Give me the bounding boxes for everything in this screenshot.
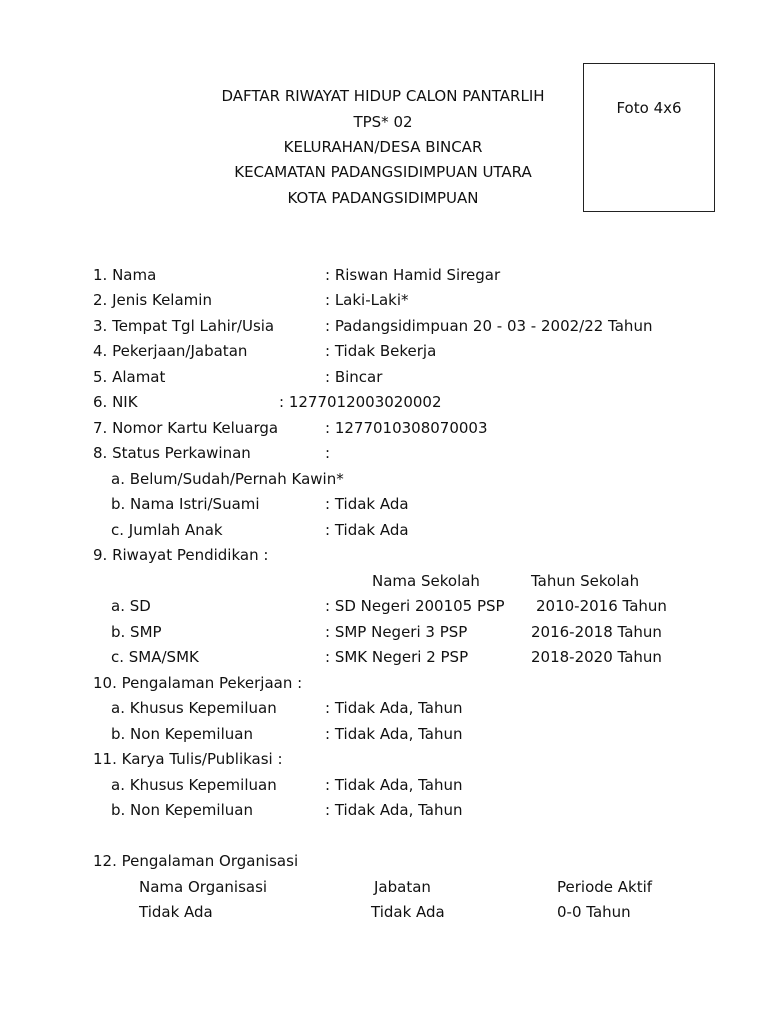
field-label-name: 1. Nama [93,266,157,284]
work-value-non-electoral: : Tidak Ada, Tahun [325,725,463,743]
work-label-electoral: a. Khusus Kepemiluan [111,699,277,717]
organization-role: Tidak Ada [371,903,445,921]
marital-label-children: c. Jumlah Anak [111,521,223,539]
field-label-occupation: 4. Pekerjaan/Jabatan [93,342,248,360]
marital-label-status: a. Belum/Sudah/Pernah Kawin* [111,470,344,488]
field-label-address: 5. Alamat [93,368,166,386]
education-year: 2018-2020 Tahun [531,648,662,666]
education-col-school: Nama Sekolah [372,572,480,590]
field-value-nik: : 1277012003020002 [279,393,442,411]
organization-title: 12. Pengalaman Organisasi [93,852,299,870]
writing-label-non-electoral: b. Non Kepemiluan [111,801,253,819]
education-school: : SMP Negeri 3 PSP [325,623,468,641]
work-label-non-electoral: b. Non Kepemiluan [111,725,253,743]
field-value-kk: : 1277010308070003 [325,419,488,437]
writing-value-non-electoral: : Tidak Ada, Tahun [325,801,463,819]
education-title: 9. Riwayat Pendidikan : [93,546,269,564]
work-title: 10. Pengalaman Pekerjaan : [93,674,303,692]
organization-period: 0-0 Tahun [557,903,631,921]
field-label-marital: 8. Status Perkawinan [93,444,251,462]
title-line-1: DAFTAR RIWAYAT HIDUP CALON PANTARLIH [221,87,545,105]
organization-col-role: Jabatan [374,878,431,896]
field-label-nik: 6. NIK [93,393,138,411]
photo-box [583,63,715,212]
education-level: b. SMP [111,623,162,641]
field-value-occupation: : Tidak Bekerja [325,342,437,360]
organization-col-period: Periode Aktif [557,878,653,896]
field-label-gender: 2. Jenis Kelamin [93,291,212,309]
title-line-5: KOTA PADANGSIDIMPUAN [287,189,479,207]
field-value-name: : Riswan Hamid Siregar [325,266,501,284]
title-line-3: KELURAHAN/DESA BINCAR [283,138,483,156]
education-school: : SMK Negeri 2 PSP [325,648,469,666]
writing-label-electoral: a. Khusus Kepemiluan [111,776,277,794]
field-value-marital: : [325,444,331,462]
field-value-birth: : Padangsidimpuan 20 - 03 - 2002/22 Tahun [325,317,653,335]
organization-col-name: Nama Organisasi [139,878,268,896]
education-level: a. SD [111,597,151,615]
marital-label-spouse: b. Nama Istri/Suami [111,495,260,513]
field-value-gender: : Laki-Laki* [325,291,409,309]
organization-name: Tidak Ada [139,903,213,921]
field-value-address: : Bincar [325,368,383,386]
writing-value-electoral: : Tidak Ada, Tahun [325,776,463,794]
title-line-4: KECAMATAN PADANGSIDIMPUAN UTARA [234,163,532,181]
field-label-birth: 3. Tempat Tgl Lahir/Usia [93,317,275,335]
education-school: : SD Negeri 200105 PSP [325,597,505,615]
writing-title: 11. Karya Tulis/Publikasi : [93,750,283,768]
education-col-year: Tahun Sekolah [531,572,640,590]
education-year: 2016-2018 Tahun [531,623,662,641]
marital-value-children: : Tidak Ada [325,521,409,539]
education-year: 2010-2016 Tahun [536,597,667,615]
field-label-kk: 7. Nomor Kartu Keluarga [93,419,279,437]
work-value-electoral: : Tidak Ada, Tahun [325,699,463,717]
photo-label: Foto 4x6 [616,99,682,117]
title-line-2: TPS* 02 [353,113,413,131]
education-level: c. SMA/SMK [111,648,199,666]
marital-value-spouse: : Tidak Ada [325,495,409,513]
